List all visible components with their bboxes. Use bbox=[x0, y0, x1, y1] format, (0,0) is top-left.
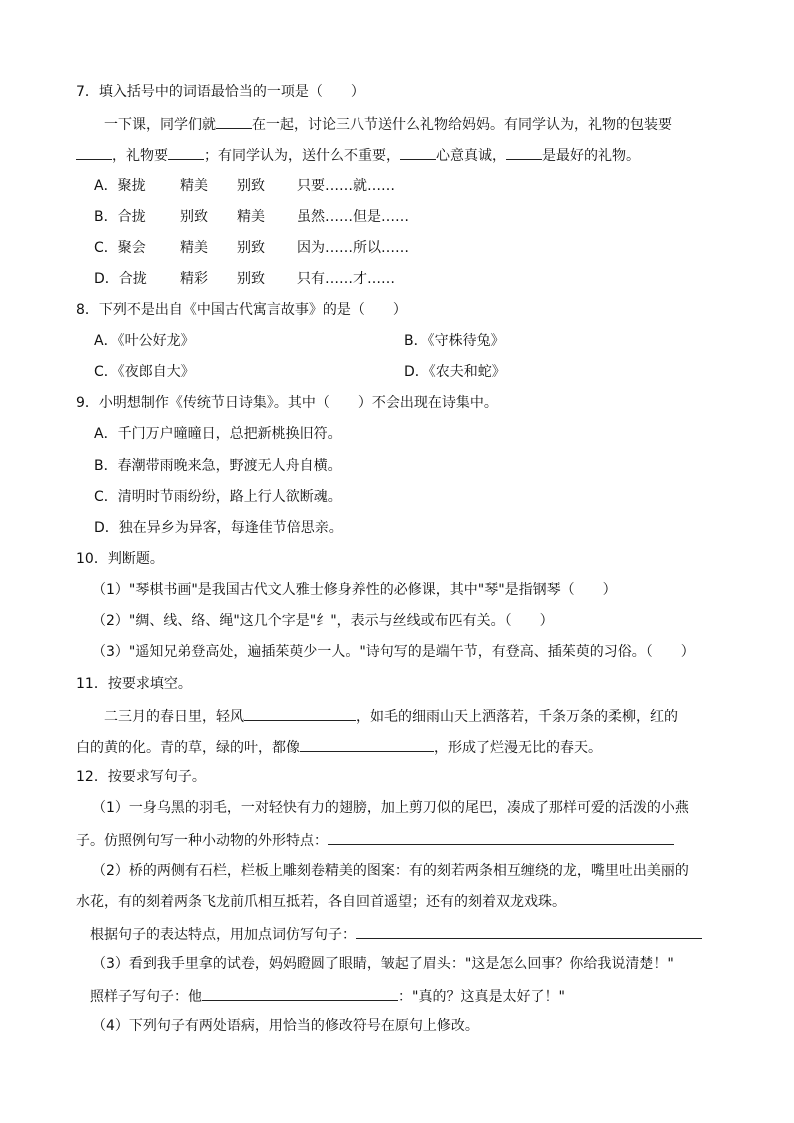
q9-option-c[interactable]: C．清明时节雨纷纷，路上行人欲断魂。 bbox=[94, 489, 342, 505]
q10-statement-2: （2）"绸、线、络、绳"这几个字是"纟"，表示与丝线或布匹有关。（ ） bbox=[92, 613, 554, 629]
q7-text: ，礼物要 bbox=[112, 148, 168, 164]
q9-option-d[interactable]: D．独在异乡为异客，每逢佳节倍思亲。 bbox=[94, 520, 343, 536]
q7-blank-3[interactable] bbox=[168, 145, 204, 160]
q11-line-2: 白的黄的化。青的草，绿的叶，都像 ，形成了烂漫无比的春天。 bbox=[76, 737, 602, 757]
q7-text: 心意真诚， bbox=[436, 148, 506, 164]
q11-blank-2[interactable] bbox=[300, 737, 434, 752]
q7-text: 在一起，讨论三八节送什么礼物给妈妈。有同学认为，礼物的包装要 bbox=[252, 117, 672, 133]
q12-s1-line-2: 子。仿照例句写一种小动物的外形特点： bbox=[76, 830, 674, 850]
q12-s1-line-1: （1）一身乌黑的羽毛，一对轻快有力的翅膀，加上剪刀似的尾巴，凑成了那样可爱的活泼的小燕 bbox=[92, 800, 689, 816]
q11-line-1: 二三月的春日里，轻风 ，如毛的细雨山天上洒落若，千条万条的柔柳，红的 bbox=[104, 706, 678, 726]
q7-blank-4[interactable] bbox=[400, 145, 436, 160]
q12-title: 12．按要求写句子。 bbox=[76, 769, 206, 785]
q12-s2-line-2: 水花，有的刻着两条飞龙前爪相互抵若，各自回首遥望；还有的刻着双龙戏珠。 bbox=[76, 894, 566, 910]
q7-passage-line-1 bbox=[104, 114, 672, 134]
q10-statement-3: （3）"遥知兄弟登高处，遍插茱萸少一人。"诗句写的是端午节，有登高、插茱萸的习俗。（ ） bbox=[92, 644, 695, 660]
q12-answer-line-3[interactable] bbox=[202, 986, 398, 1001]
q7-passage-line-2 bbox=[76, 145, 640, 165]
q7-option-b[interactable]: B．合拢 别致 精美 虽然……但是…… bbox=[94, 209, 409, 225]
q12-s2-line-3: 根据句子的表达特点，用加点词仿写句子： bbox=[90, 924, 702, 944]
q7-option-c[interactable]: C．聚会 精美 别致 因为……所以…… bbox=[94, 240, 409, 256]
q12-s2-line-1: （2）桥的两侧有石栏，栏板上雕刻卷精美的图案：有的刻若两条相互缠绕的龙，嘴里吐出美丽的 bbox=[92, 863, 689, 879]
q12-answer-line-1[interactable] bbox=[328, 830, 674, 845]
q12-answer-line-2[interactable] bbox=[356, 924, 702, 939]
q7-blank-5[interactable] bbox=[506, 145, 542, 160]
q7-blank-2[interactable] bbox=[76, 145, 112, 160]
q9-title: 9．小明想制作《传统节日诗集》。其中（ ）不会出现在诗集中。 bbox=[76, 395, 498, 411]
q9-option-a[interactable]: A．千门万户曈曈日，总把新桃换旧符。 bbox=[94, 426, 342, 442]
q7-option-a[interactable]: A．聚拢 精美 别致 只要……就…… bbox=[94, 178, 395, 194]
q9-option-b[interactable]: B．春潮带雨晚来急，野渡无人舟自横。 bbox=[94, 458, 342, 474]
q8-option-d[interactable]: D．《农夫和蛇》 bbox=[404, 364, 506, 380]
q8-title: 8．下列不是出自《中国古代寓言故事》的是（ ） bbox=[76, 302, 407, 318]
q10-statement-1: （1）"琴棋书画"是我国古代文人雅士修身养性的必修课，其中"琴"是指钢琴（ ） bbox=[92, 582, 617, 598]
q7-text: 是最好的礼物。 bbox=[542, 148, 640, 164]
q12-s3-line-2: 照样子写句子：他 ："真的？这真是太好了！" bbox=[90, 986, 565, 1006]
q10-title: 10．判断题。 bbox=[76, 551, 164, 567]
q11-title: 11．按要求填空。 bbox=[76, 676, 192, 692]
q12-s4: （4）下列句子有两处语病，用恰当的修改符号在原句上修改。 bbox=[92, 1018, 479, 1034]
q7-title: 7．填入括号中的词语最恰当的一项是（ ） bbox=[76, 84, 365, 100]
q7-text: 一下课，同学们就 bbox=[104, 117, 216, 133]
q8-option-a[interactable]: A．《叶公好龙》 bbox=[94, 333, 195, 349]
q7-text: ；有同学认为，送什么不重要， bbox=[204, 148, 400, 164]
q8-option-c[interactable]: C．《夜郎自大》 bbox=[94, 364, 195, 380]
q8-option-b[interactable]: B．《守株待兔》 bbox=[404, 333, 505, 349]
q7-option-d[interactable]: D．合拢 精彩 别致 只有……才…… bbox=[94, 271, 395, 287]
q11-blank-1[interactable] bbox=[244, 706, 356, 721]
q7-blank-1[interactable] bbox=[216, 114, 252, 129]
q12-s3-line-1: （3）看到我手里拿的试卷，妈妈瞪圆了眼睛，皱起了眉头："这是怎么回事？你给我说清楚！" bbox=[92, 956, 674, 972]
